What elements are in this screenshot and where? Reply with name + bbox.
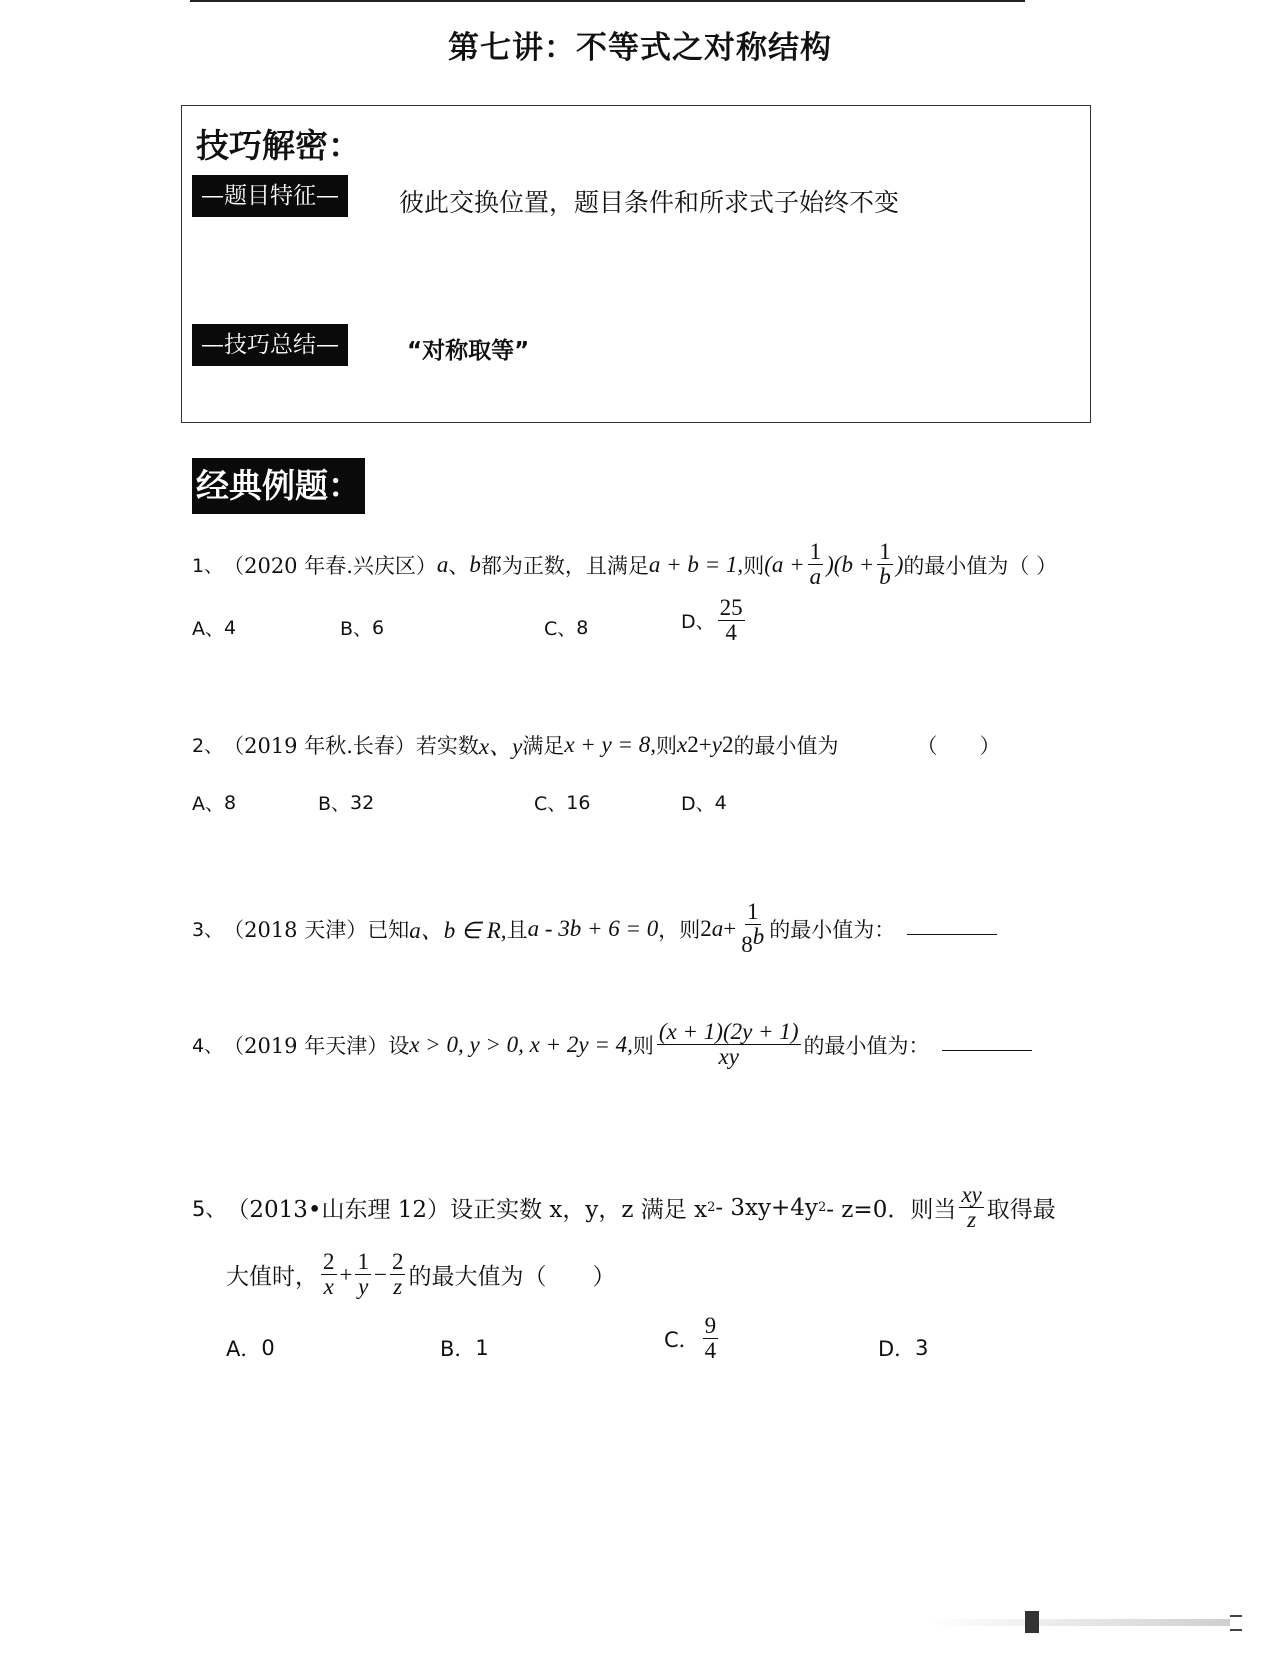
question-number: 3、 xyxy=(192,919,224,942)
exponent: b xyxy=(752,924,765,950)
question-text: 若实数 xyxy=(415,733,479,758)
question-text: 则 xyxy=(743,553,765,578)
option-label: D． xyxy=(878,1337,916,1361)
question-text: - z=0．则当 xyxy=(826,1197,957,1224)
question-number: 1、 xyxy=(192,555,224,578)
fraction xyxy=(321,1250,337,1299)
math-var: y xyxy=(711,731,722,757)
answer-blank xyxy=(907,934,997,935)
math-var: a xyxy=(436,551,449,577)
option-value: 4 xyxy=(714,791,727,814)
exponent: a xyxy=(711,915,724,941)
exponent: 2 xyxy=(721,731,734,757)
question-number: 2、 xyxy=(192,735,224,757)
question-text: 都为正数，且满足 xyxy=(480,553,649,578)
math-condition: x + y = 8, xyxy=(564,731,657,757)
scrollbar-thumb[interactable] xyxy=(1025,1611,1039,1633)
fraction xyxy=(657,1020,801,1069)
fraction-denominator: b xyxy=(879,564,891,590)
top-rule xyxy=(190,0,1025,2)
math-var: b xyxy=(469,551,481,577)
question-source: （2018 天津） xyxy=(223,917,368,942)
option-label: B、 xyxy=(340,618,373,640)
math-op: + xyxy=(339,1261,353,1287)
question-text: 设 xyxy=(388,1033,410,1058)
exponent: 2 xyxy=(707,1200,716,1216)
fraction-denominator: xy xyxy=(718,1044,739,1070)
fraction-denominator: a xyxy=(809,564,822,590)
option-label: C、 xyxy=(534,793,567,815)
option-label: D、 xyxy=(681,793,715,815)
option-value: 1 xyxy=(475,1336,489,1360)
math-base: 8 xyxy=(741,932,753,958)
fraction-numerator: 9 xyxy=(704,1313,717,1338)
math-expr: ) xyxy=(895,551,904,577)
fraction xyxy=(959,1183,983,1232)
math-op: + xyxy=(698,731,712,757)
question-3 xyxy=(192,900,997,957)
fraction-denominator: x xyxy=(323,1274,334,1300)
fraction xyxy=(703,1314,719,1363)
question-text: - 3xy+4y xyxy=(715,1194,818,1221)
question-text: 的最小值为： xyxy=(803,1033,930,1058)
q2-option-a xyxy=(192,789,236,816)
answer-paren: （ ） xyxy=(916,733,1001,758)
question-2 xyxy=(192,728,1062,761)
question-text: 设正实数 x，y，z 满足 x xyxy=(450,1197,708,1224)
question-text: 的最小值为（ ） xyxy=(903,553,1058,578)
fraction-denominator: 4 xyxy=(725,620,737,646)
scrollbar-track[interactable] xyxy=(930,1619,1230,1626)
summary-tag: —技巧总结— xyxy=(192,324,348,366)
question-1 xyxy=(192,540,1057,589)
question-5-line-2 xyxy=(226,1250,615,1299)
tips-heading: 技巧解密： xyxy=(196,126,361,165)
q1-option-d xyxy=(681,596,748,645)
fraction-numerator: (x + 1)(2y + 1) xyxy=(658,1019,799,1044)
question-text: 已知 xyxy=(367,917,410,942)
q5-option-b xyxy=(440,1333,489,1363)
option-label: B． xyxy=(440,1337,476,1361)
math-op: + xyxy=(723,915,737,941)
question-text: 的最小值为 xyxy=(733,733,839,758)
fraction-numerator: xy xyxy=(961,1182,982,1207)
question-text: ，则 xyxy=(658,917,701,942)
q1-option-b xyxy=(340,614,384,641)
option-value: 3 xyxy=(915,1336,929,1360)
question-text: 大值时， xyxy=(226,1264,318,1291)
question-text: 则 xyxy=(656,733,678,758)
option-value: 8 xyxy=(576,616,589,639)
feature-text: 彼此交换位置，题目条件和所求式子始终不变 xyxy=(399,188,900,217)
q5-option-d xyxy=(878,1333,929,1363)
q2-option-b xyxy=(318,789,374,816)
question-number: 5、 xyxy=(192,1196,227,1221)
math-condition: a + b = 1, xyxy=(648,551,744,577)
fraction xyxy=(390,1250,406,1299)
option-label: A、 xyxy=(192,793,224,815)
q5-option-a xyxy=(226,1333,275,1363)
question-number: 4、 xyxy=(192,1035,224,1058)
math-expr: )(b + xyxy=(826,551,875,577)
option-value: 32 xyxy=(350,791,375,814)
option-label: C、 xyxy=(544,618,577,640)
page-scrollbar[interactable] xyxy=(930,1611,1245,1633)
answer-blank xyxy=(942,1050,1032,1051)
q2-option-c xyxy=(534,789,590,816)
option-value: 16 xyxy=(566,791,591,814)
menu-lines-icon[interactable] xyxy=(1230,1615,1242,1631)
fraction-numerator: 1 xyxy=(357,1249,369,1274)
option-label: A． xyxy=(226,1337,262,1361)
fraction-denominator: z xyxy=(967,1207,977,1233)
summary-text: “对称取等” xyxy=(407,338,530,364)
question-text: 且 xyxy=(506,917,528,942)
option-label: D、 xyxy=(681,611,715,634)
q5-option-c xyxy=(664,1314,721,1363)
question-source: （2019 年天津） xyxy=(223,1033,389,1058)
fraction xyxy=(877,540,893,589)
fraction-denominator: y xyxy=(358,1274,369,1300)
separator: 、 xyxy=(448,553,470,578)
fraction xyxy=(355,1250,371,1299)
math-vars: a、b ∈ R, xyxy=(409,918,507,944)
option-label: A、 xyxy=(192,618,224,640)
feature-tag: —题目特征— xyxy=(192,175,348,217)
exponent: 2 xyxy=(687,731,699,757)
option-value: 8 xyxy=(224,791,237,814)
fraction-denominator: 4 xyxy=(704,1338,717,1364)
q2-option-d xyxy=(681,789,727,816)
q1-option-c xyxy=(544,614,588,641)
question-text: 的最小值为： xyxy=(769,917,896,942)
math-base: 2 xyxy=(700,915,712,941)
option-label: C． xyxy=(664,1327,700,1352)
fraction xyxy=(808,540,824,589)
option-value: 6 xyxy=(372,616,385,639)
math-expr: (a + xyxy=(764,551,805,577)
fraction-numerator: 2 xyxy=(323,1249,335,1274)
question-source: （2013•山东理 12） xyxy=(226,1197,451,1224)
fraction xyxy=(718,596,745,645)
question-text: 取得最 xyxy=(986,1197,1056,1224)
fraction-numerator: 25 xyxy=(719,595,743,620)
math-vars: x、y xyxy=(478,734,523,759)
fraction-numerator: 1 xyxy=(809,539,822,564)
math-var: x xyxy=(677,731,688,757)
question-4 xyxy=(192,1020,1032,1069)
fraction-numerator: 2 xyxy=(391,1249,404,1274)
question-text: 则 xyxy=(632,1033,654,1058)
fraction xyxy=(739,900,766,957)
q1-option-a xyxy=(192,614,236,641)
question-text: 满足 xyxy=(522,733,565,758)
question-text: 的最大值为（ ） xyxy=(408,1264,616,1291)
fraction-numerator: 1 xyxy=(747,899,759,924)
question-source: （2020 年春.兴庆区） xyxy=(223,553,437,578)
math-op: − xyxy=(373,1261,387,1287)
option-value: 4 xyxy=(224,616,237,639)
question-source: （2019 年秋.长春） xyxy=(223,733,416,758)
question-5 xyxy=(192,1183,1056,1232)
fraction-numerator: 1 xyxy=(879,539,891,564)
page-title: 第七讲：不等式之对称结构 xyxy=(448,30,832,66)
fraction-denominator: z xyxy=(393,1274,403,1300)
exponent: 2 xyxy=(817,1200,827,1216)
examples-heading: 经典例题： xyxy=(192,458,365,514)
math-condition: x > 0, y > 0, x + 2y = 4, xyxy=(409,1031,633,1057)
tips-box xyxy=(181,105,1091,423)
math-condition: a - 3b + 6 = 0 xyxy=(527,915,659,941)
option-value: 0 xyxy=(261,1336,275,1360)
fraction-denominator xyxy=(739,925,766,957)
option-label: B、 xyxy=(318,793,351,815)
